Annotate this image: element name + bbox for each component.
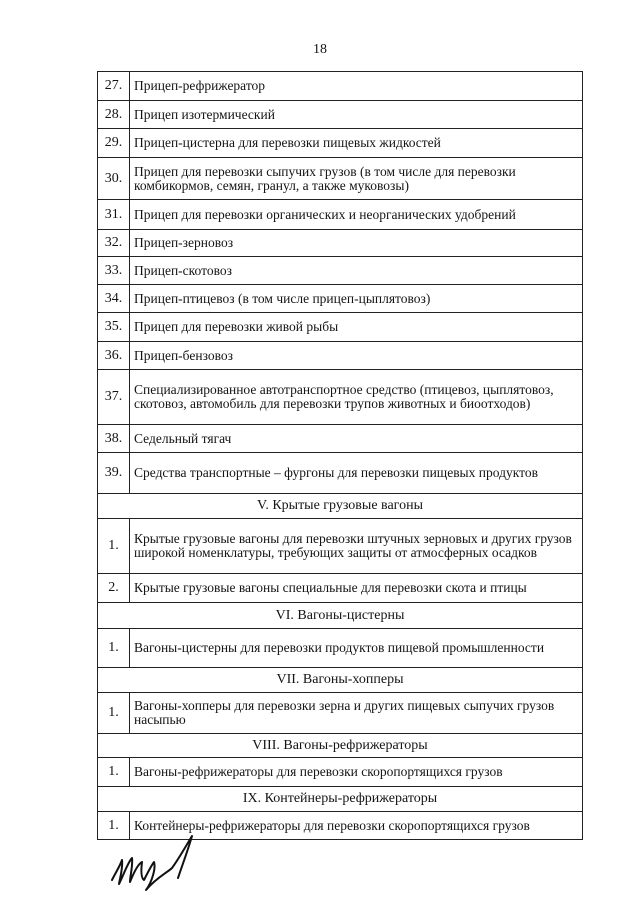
table-row [98, 629, 582, 668]
row-text: Средства транспортные – фургоны для перевозки пищевых продуктов [134, 465, 538, 480]
row-number: 38. [98, 425, 130, 452]
table-row [98, 230, 582, 257]
row-text: Прицеп-птицевоз (в том числе прицеп-цыплятовоз) [134, 290, 431, 306]
row-text: Прицеп для перевозки сыпучих грузов (в том числе для перевозки комбикормов, семян, гранул, а также муковозы) [134, 163, 516, 193]
table-row [98, 200, 582, 230]
table-row [98, 758, 582, 787]
row-text: Прицеп-бензовоз [134, 347, 233, 363]
row-number: 35. [98, 313, 130, 341]
row-number: 33. [98, 257, 130, 284]
row-number: 1. [98, 758, 130, 786]
table-row [98, 370, 582, 425]
row-number: 32. [98, 230, 130, 256]
section-header: VII. Вагоны-хопперы [98, 668, 582, 693]
page-number: 18 [313, 42, 327, 57]
row-text: Вагоны-рефрижераторы для перевозки скоропортящихся грузов [134, 764, 503, 779]
table-row [98, 257, 582, 285]
row-text: Прицеп-скотовоз [134, 262, 232, 278]
table-row [98, 425, 582, 453]
table-row [98, 313, 582, 342]
table-row [98, 158, 582, 200]
row-number: 36. [98, 342, 130, 369]
section-header: IX. Контейнеры-рефрижераторы [98, 787, 582, 812]
row-number: 1. [98, 693, 130, 733]
row-text: Вагоны-хопперы для перевозки зерна и других пищевых сыпучих грузов насыпью [134, 698, 555, 727]
row-text: Крытые грузовые вагоны специальные для перевозки скота и птицы [134, 580, 527, 595]
table-row [98, 72, 582, 101]
row-number: 2. [98, 574, 130, 602]
row-text: Прицеп-рефрижератор [134, 78, 266, 93]
row-number: 37. [98, 370, 130, 424]
row-text: Крытые грузовые вагоны для перевозки штучных зерновых и других грузов широкой номенклатуры, требующих защиты от атмосферных осадков [134, 531, 572, 560]
row-number: 31. [98, 200, 130, 229]
row-text: Прицеп-цистерна для перевозки пищевых жидкостей [134, 135, 441, 150]
row-text: Вагоны-цистерны для перевозки продуктов пищевой промышленности [134, 640, 545, 655]
row-number: 1. [98, 812, 130, 839]
table-row [98, 285, 582, 313]
section-header: VIII. Вагоны-рефрижераторы [98, 734, 582, 758]
row-number: 1. [98, 629, 130, 667]
table-row [98, 519, 582, 574]
section-header: V. Крытые грузовые вагоны [98, 494, 582, 519]
row-text: Прицеп для перевозки органических и неорганических удобрений [134, 206, 516, 222]
table-row [98, 574, 582, 603]
row-number: 1. [98, 519, 130, 573]
table-row [98, 453, 582, 494]
row-number: 27. [98, 72, 130, 100]
handwritten-signature [108, 832, 208, 894]
table-row [98, 342, 582, 370]
table-row [98, 101, 582, 129]
row-text: Контейнеры-рефрижераторы для перевозки скоропортящихся грузов [134, 817, 530, 833]
row-number: 39. [98, 453, 130, 493]
row-number: 29. [98, 129, 130, 157]
row-text: Седельный тягач [134, 430, 232, 446]
row-text: Специализированное автотранспортное средство (птицевоз, цыплятовоз, скотовоз, автомобиль для перевозки трупов животных и биоотходов) [134, 382, 554, 411]
row-number: 28. [98, 101, 130, 128]
row-text: Прицеп для перевозки живой рыбы [134, 319, 339, 334]
row-text: Прицеп-зерновоз [134, 235, 234, 250]
row-text: Прицеп изотермический [134, 106, 275, 122]
row-number: 30. [98, 158, 130, 199]
row-number: 34. [98, 285, 130, 312]
table-row [98, 693, 582, 734]
section-header: VI. Вагоны-цистерны [98, 603, 582, 629]
transport-table [97, 71, 583, 840]
table-row [98, 129, 582, 158]
